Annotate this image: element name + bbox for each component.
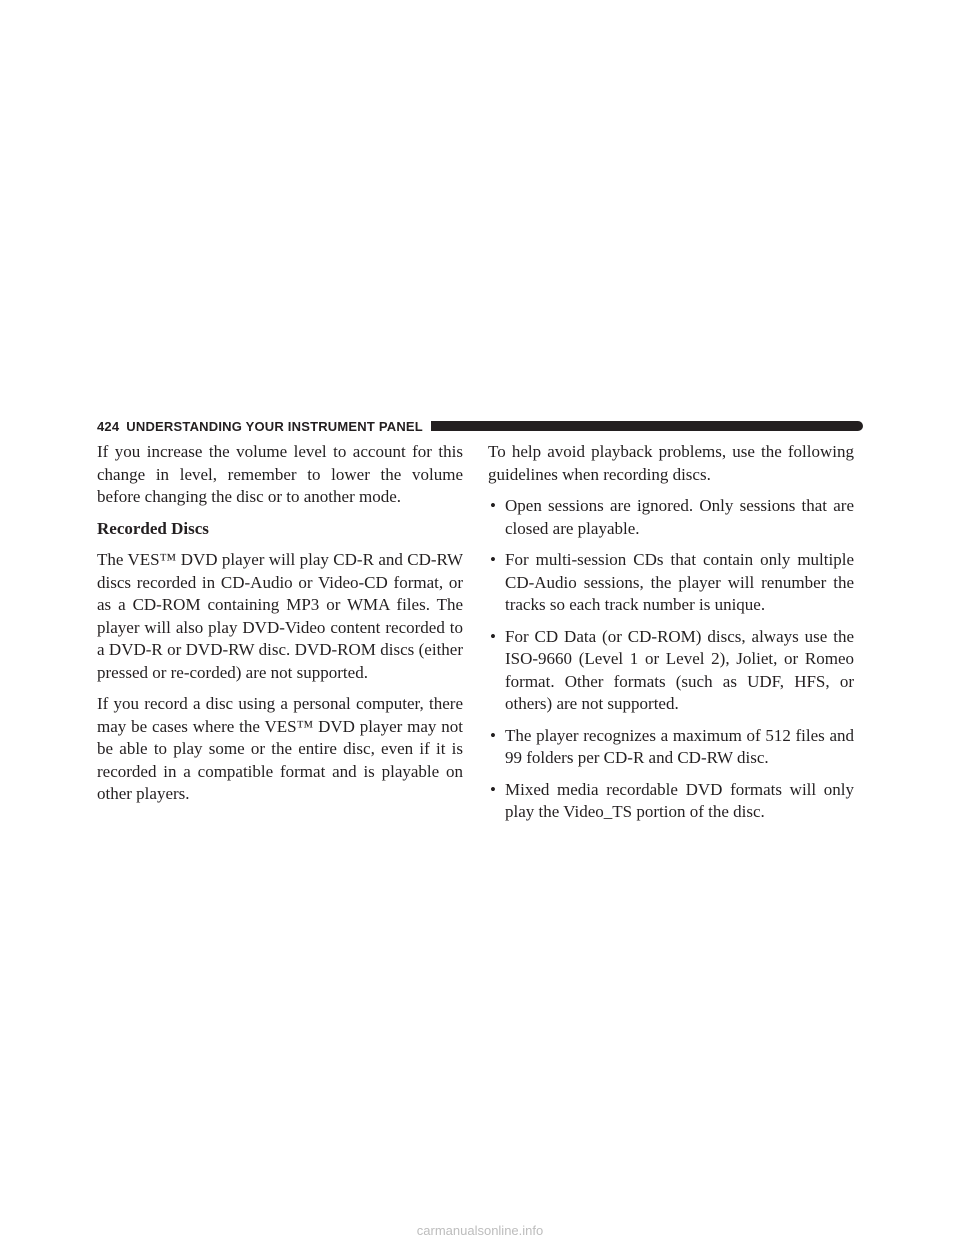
guidelines-list: [488, 495, 854, 824]
page-header: [97, 418, 863, 434]
list-item-text: The player recognizes a maximum of 512 files and 99 folders per CD-R and CD-RW disc.: [505, 725, 854, 767]
list-item: [488, 495, 854, 540]
list-item: [488, 725, 854, 770]
recorded-discs-paragraph-1: The VES™ DVD player will play CD-R and CD-RW discs recorded in CD-Audio or Video-CD format, or as a CD-ROM containing MP3 or WMA files. The player will also play DVD-Video content recorded to a DVD-R or DVD-RW disc. DVD-ROM discs (either pressed or re-corded) are not supported.: [97, 550, 463, 682]
guidelines-paragraph: To help avoid playback problems, use the following guidelines when recording discs.: [488, 442, 854, 484]
bullet-icon: •: [490, 496, 496, 515]
intro-paragraph: If you increase the volume level to account for this change in level, remember to lower the volume before changing the disc or to another mode.: [97, 442, 463, 506]
recorded-discs-heading: Recorded Discs: [97, 518, 209, 538]
recorded-discs-paragraph-2: If you record a disc using a personal computer, there may be cases where the VES™ DVD player may not be able to play some or the entire disc, even if it is recorded in a compatible format and is playable on other players.: [97, 694, 463, 803]
list-item-text: Open sessions are ignored. Only sessions that are closed are playable.: [505, 496, 854, 538]
list-item-text: Mixed media recordable DVD formats will only play the Video_TS portion of the disc.: [505, 779, 854, 821]
list-item: [488, 626, 854, 716]
list-item-text: For CD Data (or CD-ROM) discs, always use the ISO-9660 (Level 1 or Level 2), Joliet, or Romeo format. Other formats (such as UDF, HFS, or others) are not supported.: [505, 626, 854, 713]
bullet-icon: •: [490, 550, 496, 569]
right-column: [488, 441, 854, 833]
list-item-text: For multi-session CDs that contain only multiple CD-Audio sessions, the player will renumber the tracks so each track number is unique.: [505, 550, 854, 614]
list-item: [488, 549, 854, 617]
left-column: [97, 441, 463, 815]
page-number: 424: [97, 418, 120, 434]
bullet-icon: •: [490, 725, 496, 745]
bullet-icon: •: [490, 779, 496, 799]
section-title: UNDERSTANDING YOUR INSTRUMENT PANEL: [126, 418, 423, 434]
footer-watermark: carmanualsonline.info: [416, 1223, 544, 1238]
list-item: [488, 779, 854, 824]
header-rule: [431, 421, 863, 431]
bullet-icon: •: [490, 626, 496, 646]
